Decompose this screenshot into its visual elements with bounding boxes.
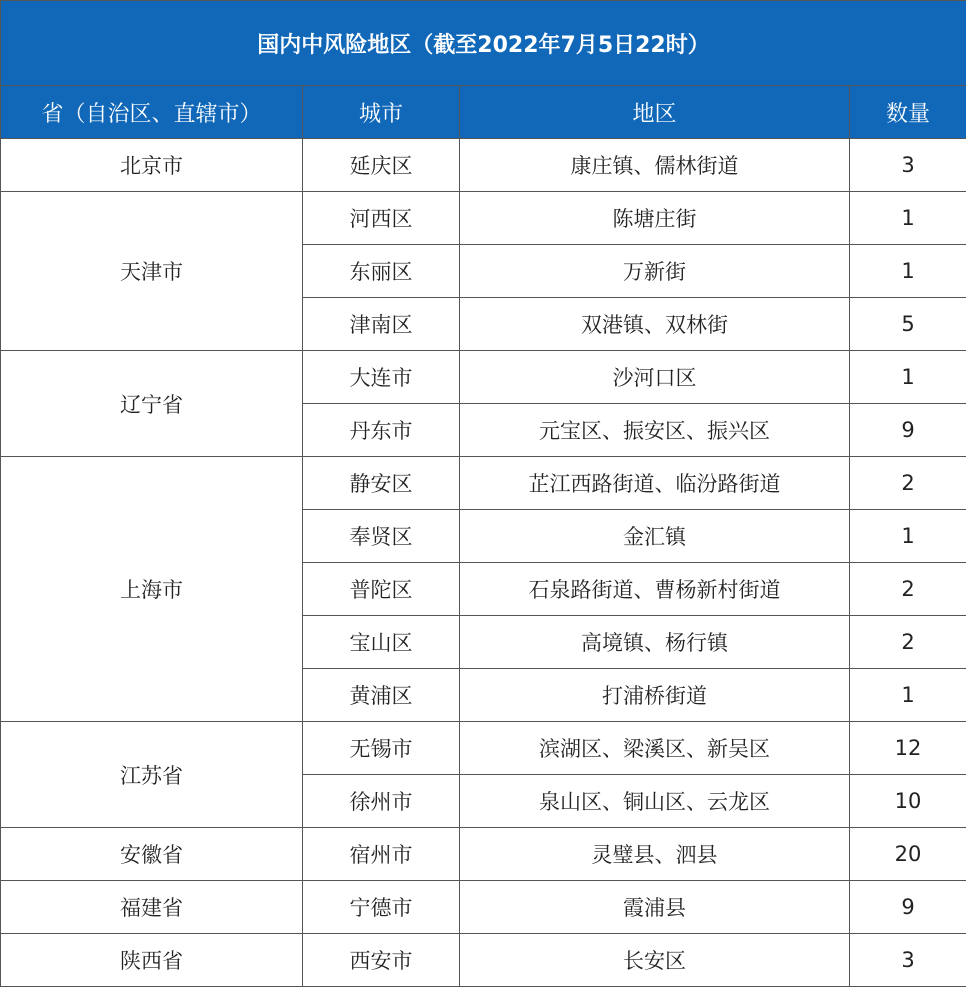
province-cell: 陕西省: [1, 934, 303, 987]
table-row: [1, 351, 966, 404]
city-cell: 津南区: [303, 298, 460, 351]
area-cell: 滨湖区、梁溪区、新吴区: [460, 722, 850, 775]
area-cell: 沙河口区: [460, 351, 850, 404]
city-cell: 东丽区: [303, 245, 460, 298]
province-cell: 福建省: [1, 881, 303, 934]
city-cell: 河西区: [303, 192, 460, 245]
header-area: 地区: [460, 86, 850, 139]
count-cell: 9: [850, 404, 966, 457]
area-cell: 芷江西路街道、临汾路街道: [460, 457, 850, 510]
area-cell: 康庄镇、儒林街道: [460, 139, 850, 192]
province-cell: 天津市: [1, 192, 303, 351]
table-row: [1, 722, 966, 775]
table-row: [1, 934, 966, 987]
count-cell: 12: [850, 722, 966, 775]
count-cell: 2: [850, 616, 966, 669]
city-cell: 静安区: [303, 457, 460, 510]
area-cell: 陈塘庄街: [460, 192, 850, 245]
count-cell: 1: [850, 669, 966, 722]
city-cell: 宁德市: [303, 881, 460, 934]
title-row: [1, 1, 966, 86]
table-row: [1, 192, 966, 245]
header-row: [1, 86, 966, 139]
table-row: [1, 457, 966, 510]
province-cell: 上海市: [1, 457, 303, 722]
area-cell: 灵璧县、泗县: [460, 828, 850, 881]
header-city: 城市: [303, 86, 460, 139]
province-cell: 江苏省: [1, 722, 303, 828]
count-cell: 1: [850, 351, 966, 404]
count-cell: 5: [850, 298, 966, 351]
area-cell: 金汇镇: [460, 510, 850, 563]
city-cell: 延庆区: [303, 139, 460, 192]
city-cell: 徐州市: [303, 775, 460, 828]
area-cell: 石泉路街道、曹杨新村街道: [460, 563, 850, 616]
table-title: 国内中风险地区（截至2022年7月5日22时）: [1, 1, 966, 86]
count-cell: 1: [850, 510, 966, 563]
area-cell: 霞浦县: [460, 881, 850, 934]
table-row: [1, 881, 966, 934]
area-cell: 泉山区、铜山区、云龙区: [460, 775, 850, 828]
area-cell: 高境镇、杨行镇: [460, 616, 850, 669]
area-cell: 万新街: [460, 245, 850, 298]
province-cell: 北京市: [1, 139, 303, 192]
count-cell: 2: [850, 563, 966, 616]
city-cell: 普陀区: [303, 563, 460, 616]
count-cell: 1: [850, 192, 966, 245]
area-cell: 双港镇、双林街: [460, 298, 850, 351]
count-cell: 9: [850, 881, 966, 934]
city-cell: 黄浦区: [303, 669, 460, 722]
area-cell: 长安区: [460, 934, 850, 987]
header-count: 数量: [850, 86, 966, 139]
count-cell: 3: [850, 139, 966, 192]
count-cell: 2: [850, 457, 966, 510]
province-cell: 安徽省: [1, 828, 303, 881]
table-body: [1, 139, 966, 987]
count-cell: 10: [850, 775, 966, 828]
city-cell: 西安市: [303, 934, 460, 987]
count-cell: 1: [850, 245, 966, 298]
table-row: [1, 828, 966, 881]
city-cell: 宝山区: [303, 616, 460, 669]
area-cell: 打浦桥街道: [460, 669, 850, 722]
province-cell: 辽宁省: [1, 351, 303, 457]
city-cell: 大连市: [303, 351, 460, 404]
area-cell: 元宝区、振安区、振兴区: [460, 404, 850, 457]
city-cell: 奉贤区: [303, 510, 460, 563]
count-cell: 20: [850, 828, 966, 881]
table-row: [1, 139, 966, 192]
city-cell: 丹东市: [303, 404, 460, 457]
header-province: 省（自治区、直辖市）: [1, 86, 303, 139]
city-cell: 无锡市: [303, 722, 460, 775]
count-cell: 3: [850, 934, 966, 987]
city-cell: 宿州市: [303, 828, 460, 881]
